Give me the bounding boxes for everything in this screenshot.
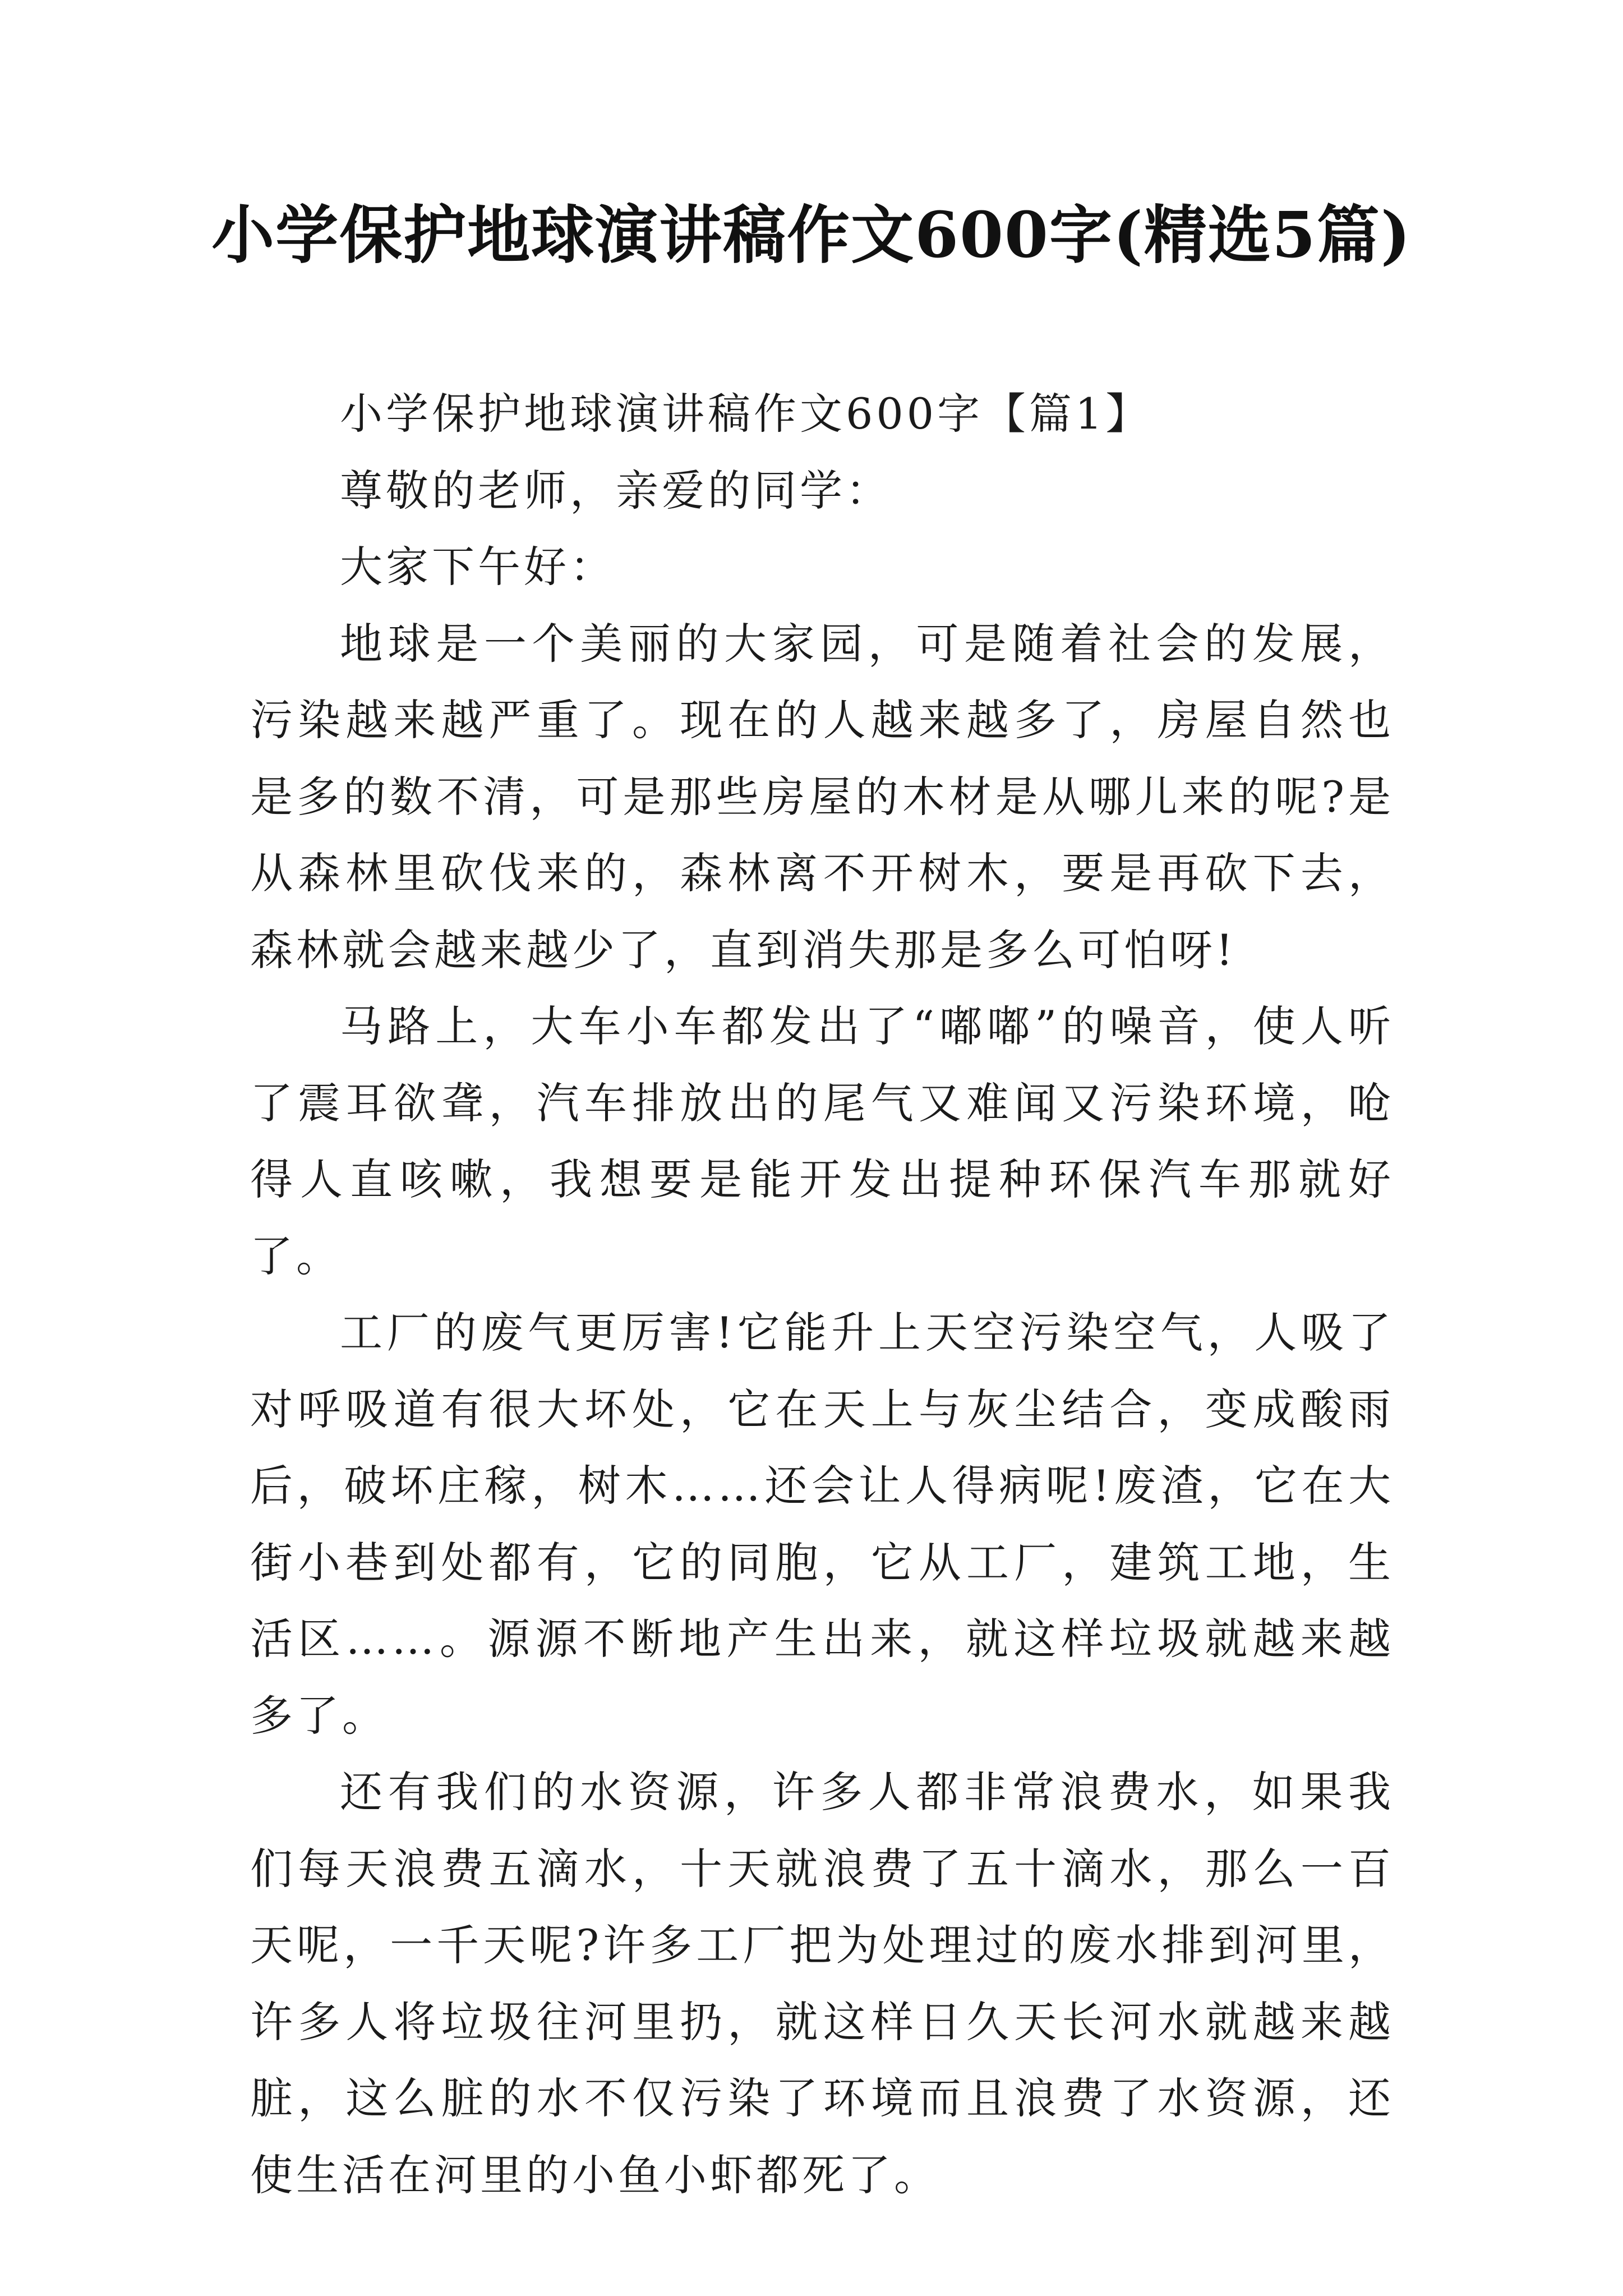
paragraph-factory: 工厂的废气更厉害!它能升上天空污染空气，人吸了对呼吸道有很大坏处，它在天上与灰尘结合，变成酸雨后，破坏庄稼，树木……还会让人得病呢!废渣，它在大街小巷到处都有，它的同胞，它从工厂，建筑工地，生活区……。源源不断地产生出来，就这样垃圾就越来越多了。: [250, 1308, 1394, 1741]
section-heading: 小学保护地球演讲稿作文600字【篇1】: [340, 389, 1152, 439]
paragraph-water: 还有我们的水资源，许多人都非常浪费水，如果我们每天浪费五滴水，十天就浪费了五十滴水，那么一百天呢，一千天呢?许多工厂把为处理过的废水排到河里，许多人将垃圾往河里扔，就这样日久天长河水就越来越脏，这么脏的水不仅污染了环境而且浪费了水资源，还使生活在河里的小鱼小虾都死了。: [250, 1767, 1394, 2200]
salutation: 尊敬的老师，亲爱的同学：: [340, 465, 892, 516]
document-title: 小学保护地球演讲稿作文600字(精选5篇): [211, 199, 1412, 272]
paragraph-forest: 地球是一个美丽的大家园，可是随着社会的发展，污染越来越严重了。现在的人越来越多了，房屋自然也是多的数不清，可是那些房屋的木材是从哪儿来的呢?是从森林里砍伐来的，森林离不开树木，要是再砍下去，森林就会越来越少了，直到消失那是多么可怕呀!: [250, 618, 1394, 975]
document-body: [250, 376, 1394, 2214]
greeting: 大家下午好：: [340, 542, 616, 592]
paragraph-traffic: 马路上，大车小车都发出了“嘟嘟”的噪音，使人听了震耳欲聋，汽车排放出的尾气又难闻又污染环境，呛得人直咳嗽，我想要是能开发出提种环保汽车那就好了。: [250, 1001, 1394, 1281]
